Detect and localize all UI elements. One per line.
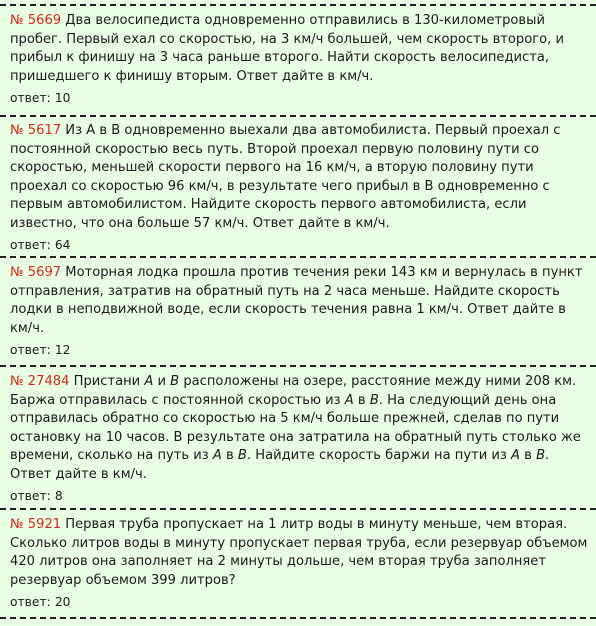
answer-line xyxy=(10,594,588,610)
task-number-link[interactable]: № 5921 xyxy=(10,517,62,532)
task-text xyxy=(10,373,588,484)
task-body: Пристани A и B расположены на озере, расстояние между ними 208 км. Баржа отправилась с постоянной скоростью из A в B. На следующий день она отправилась обратно со скоростью на 5 км/ч больше прежней, сделав по пути остановку на 10 часов. В результате она затратила на обратный путь столько же времени, сколько на путь из A в B. Найдите скорость баржи на пути из A в B. Ответ дайте в км/ч. xyxy=(10,374,581,482)
answer-line xyxy=(10,342,588,358)
task-5617 xyxy=(10,122,588,253)
task-27484 xyxy=(10,373,588,504)
task-body: Первая труба пропускает на 1 литр воды в минуту меньше, чем вторая. Сколько литров воды в минуту пропускает первая труба, если резервуар объемом 420 литров она заполняет на 2 минуты дольше, чем вторая труба заполняет резервуар объемом 399 литров? xyxy=(10,517,588,588)
answer-value: 64 xyxy=(54,238,71,252)
answer-label: ответ: xyxy=(10,238,51,252)
answer-line xyxy=(10,237,588,253)
answer-value: 10 xyxy=(54,91,71,105)
task-number-link[interactable]: № 5697 xyxy=(10,265,62,280)
dashed-separator xyxy=(0,115,596,117)
answer-value: 8 xyxy=(54,489,63,503)
task-number-link[interactable]: № 5669 xyxy=(10,13,62,28)
answer-line xyxy=(10,488,588,504)
task-number-link[interactable]: № 27484 xyxy=(10,374,70,389)
task-text xyxy=(10,516,588,590)
dashed-separator xyxy=(0,4,596,6)
task-text xyxy=(10,122,588,233)
task-body: Два велосипедиста одновременно отправились в 130-километровый пробег. Первый ехал со скоростью, на 3 км/ч большей, чем скорость второго, и прибыл к финишу на 3 часа раньше второго. Найти скорость велосипедиста, пришедшего к финишу вторым. Ответ дайте в км/ч. xyxy=(10,13,564,84)
answer-label: ответ: xyxy=(10,595,51,609)
task-5669 xyxy=(10,12,588,106)
task-body: Из А в В одновременно выехали два автомобилиста. Первый проехал с постоянной скоростью весь путь. Второй проехал первую половину пути со скоростью, меньшей скорости первого на 16 км/ч, а вторую половину пути проехал со скоростью 96 км/ч, в результате чего прибыл в В одновременно с первым автомобилистом. Найдите скорость первого автомобилиста, если известно, что она больше 57 км/ч. Ответ дайте в км/ч. xyxy=(10,123,561,231)
answer-label: ответ: xyxy=(10,343,51,357)
answer-label: ответ: xyxy=(10,91,51,105)
task-5697 xyxy=(10,264,588,358)
answer-label: ответ: xyxy=(10,489,51,503)
task-text xyxy=(10,264,588,338)
variable-b: B xyxy=(536,448,546,463)
task-body: Моторная лодка прошла против течения реки 143 км и вернулась в пункт отправления, затратив на обратный путь на 2 часа меньше. Найдите скорость лодки в неподвижной воде, если скорость течения равна 1 км/ч. Ответ дайте в км/ч. xyxy=(10,265,583,336)
task-number-link[interactable]: № 5617 xyxy=(10,123,62,138)
answer-value: 20 xyxy=(54,595,71,609)
variable-a: A xyxy=(344,392,354,408)
variable-a: A xyxy=(144,374,154,389)
task-text xyxy=(10,12,588,86)
variable-b: B xyxy=(369,392,379,408)
variable-a: A xyxy=(511,448,521,463)
answer-value: 12 xyxy=(54,343,71,357)
task-5921 xyxy=(10,516,588,610)
variable-b: B xyxy=(237,448,247,463)
answer-line xyxy=(10,90,588,106)
dashed-separator xyxy=(0,508,596,510)
variable-a: A xyxy=(212,448,222,463)
variable-b: B xyxy=(170,374,180,389)
dashed-separator xyxy=(0,256,596,258)
dashed-separator xyxy=(0,365,596,367)
dashed-separator xyxy=(0,617,596,619)
